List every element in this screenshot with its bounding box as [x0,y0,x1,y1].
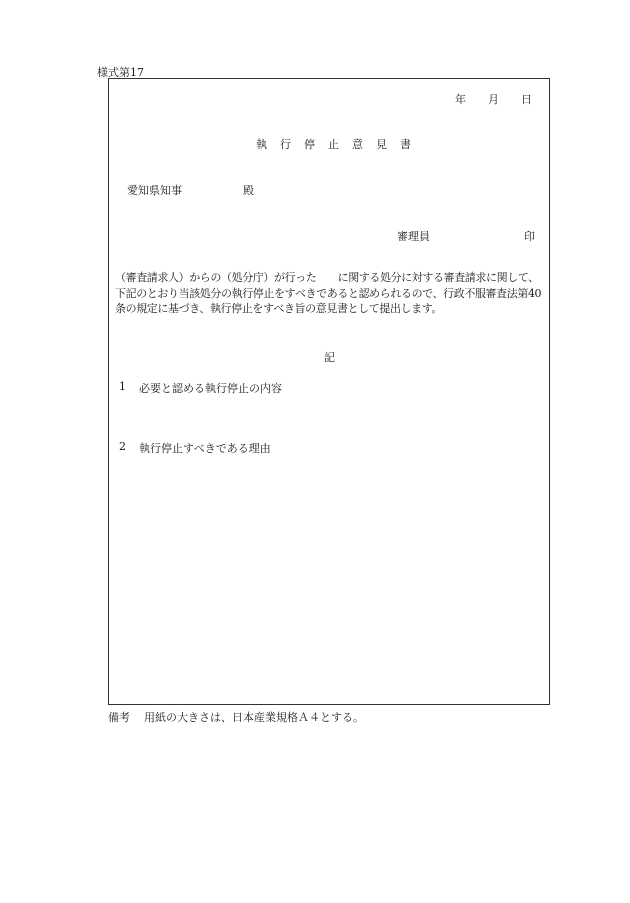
ki-heading: 記 [324,351,335,364]
form-number: 様式第17 [97,66,144,79]
addressee-honorific: 殿 [243,184,254,197]
addressee-name: 愛知県知事 [127,184,182,197]
body-paragraph: （審査請求人）からの（処分庁）が行った に関する処分に対する審査請求に関して、下記のとおり当該処分の執行停止をすべきであると認められるので、行政不服審査法第40条の規定に基づき、執行停止をすべき旨の意見書として提出します。 [115,271,542,315]
item-2-text: 執行停止すべきである理由 [139,442,271,455]
date-month: 月 [488,93,499,106]
note-text: 用紙の大きさは、日本産業規格Ａ４とする。 [144,711,364,724]
reviewer-label: 審理員 [397,230,430,243]
date-day: 日 [521,93,532,106]
document-title: 執行停止意見書 [256,138,424,151]
seal-mark: 印 [524,230,535,243]
item-1-number: 1 [119,380,126,393]
note-label: 備考 [108,711,130,724]
date-year: 年 [455,93,466,106]
item-2-number: 2 [119,440,126,453]
item-1-text: 必要と認める執行停止の内容 [139,382,282,395]
